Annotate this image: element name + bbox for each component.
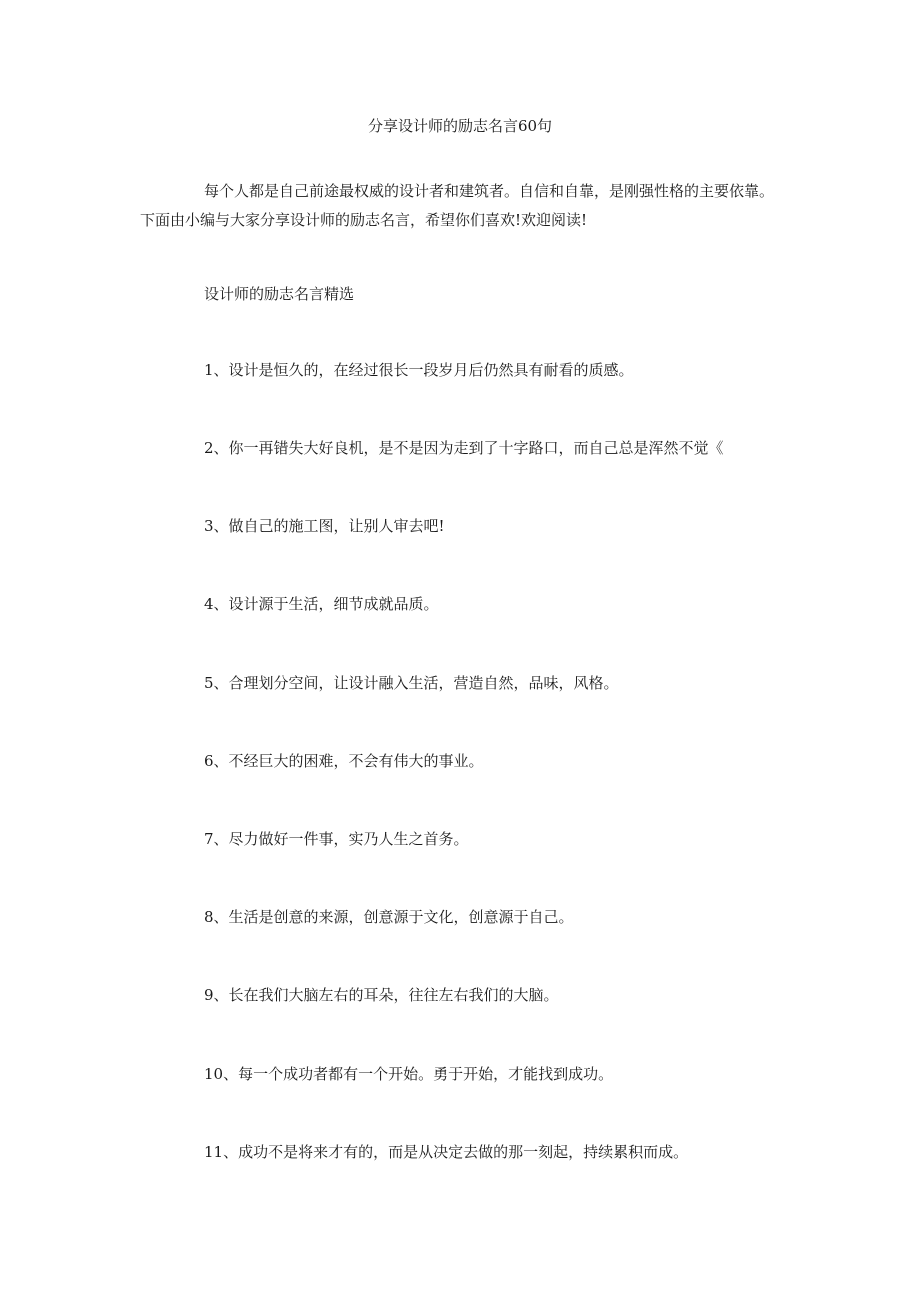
quote-item: 4、设计源于生活，细节成就品质。 xyxy=(204,595,439,613)
quote-item: 7、尽力做好一件事，实乃人生之首务。 xyxy=(204,830,469,848)
quote-item: 3、做自己的施工图，让别人审去吧! xyxy=(204,517,445,535)
quote-item: 6、不经巨大的困难，不会有伟大的事业。 xyxy=(204,752,484,770)
quote-item: 8、生活是创意的来源，创意源于文化，创意源于自己。 xyxy=(204,908,574,926)
section-heading: 设计师的励志名言精选 xyxy=(204,285,355,303)
quote-item: 1、设计是恒久的，在经过很长一段岁月后仍然具有耐看的质感。 xyxy=(204,361,634,379)
quote-item: 2、你一再错失大好良机，是不是因为走到了十字路口，而自己总是浑然不觉《 xyxy=(204,439,724,457)
intro-paragraph: 每个人都是自己前途最权威的设计者和建筑者。自信和自靠，是刚强性格的主要依靠。下面由小编与大家分享设计师的励志名言，希望你们喜欢!欢迎阅读! xyxy=(140,182,775,229)
quote-item: 5、合理划分空间，让设计融入生活，营造自然，品味，风格。 xyxy=(204,674,619,692)
quote-item: 10、每一个成功者都有一个开始。勇于开始，才能找到成功。 xyxy=(204,1065,614,1083)
document-title: 分享设计师的励志名言60句 xyxy=(367,117,553,135)
quote-item: 9、长在我们大脑左右的耳朵，往往左右我们的大脑。 xyxy=(204,986,559,1004)
quote-item: 11、成功不是将来才有的，而是从决定去做的那一刻起，持续累积而成。 xyxy=(204,1143,689,1161)
